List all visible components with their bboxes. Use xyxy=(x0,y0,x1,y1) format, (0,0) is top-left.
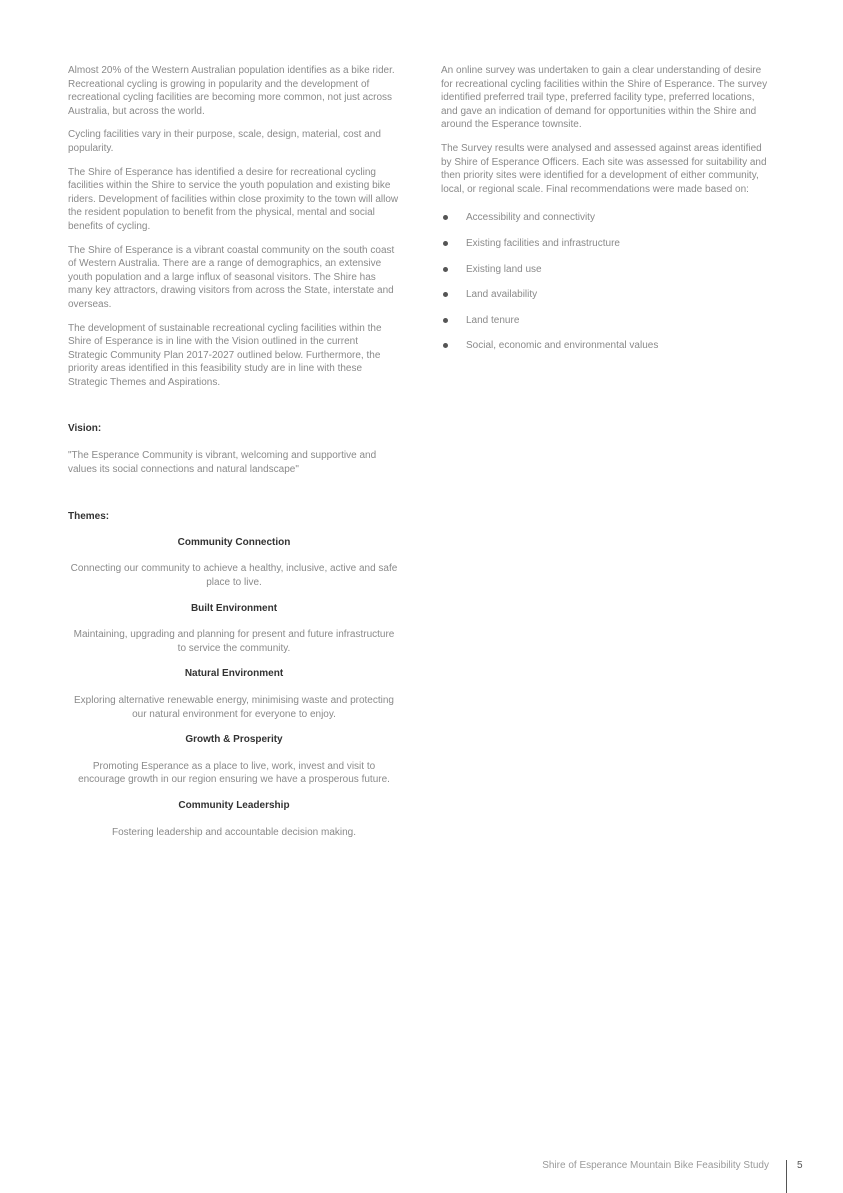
theme-description: Fostering leadership and accountable decision making. xyxy=(111,826,357,838)
bullet-icon xyxy=(443,267,448,272)
theme-natural-environment xyxy=(68,667,400,721)
list-item xyxy=(441,263,773,277)
footer-title: Shire of Esperance Mountain Bike Feasibility Study xyxy=(542,1160,769,1171)
theme-community-connection xyxy=(68,536,400,590)
page-number: 5 xyxy=(797,1160,803,1171)
bullet-icon xyxy=(443,292,448,297)
bullet-icon xyxy=(443,215,448,220)
list-item-label: Existing land use xyxy=(466,263,542,275)
theme-growth-prosperity xyxy=(68,733,400,787)
theme-name: Built Environment xyxy=(190,602,278,614)
theme-name: Growth & Prosperity xyxy=(185,734,283,746)
vision-heading: Vision: xyxy=(68,423,102,435)
theme-community-leadership xyxy=(68,799,400,839)
left-column xyxy=(68,64,400,839)
theme-description: Promoting Esperance as a place to live, work, invest and visit to encourage growth in our region ensuring we have a prosperous future. xyxy=(78,760,390,786)
list-item xyxy=(441,211,773,225)
themes-heading: Themes: xyxy=(68,511,110,523)
list-item-label: Existing facilities and infrastructure xyxy=(466,237,620,249)
bullet-icon xyxy=(443,318,448,323)
vision-text: "The Esperance Community is vibrant, welcoming and supportive and values its social connections and natural landscape" xyxy=(68,450,377,475)
survey-results-paragraph: The Survey results were analysed and assessed against areas identified by Shire of Esperance Officers. Each site was assessed for suitability and then priority sites were identified for a development of either community, local, or regional scale. Final recommendations were made based on: xyxy=(441,142,767,195)
theme-name: Community Connection xyxy=(177,536,291,548)
bullet-icon xyxy=(443,343,448,348)
intro-paragraph: Almost 20% of the Western Australian population identifies as a bike rider. Recreational cycling is growing in popularity and the development of recreational cycling facilities are becoming more common, not just across Australia, but across the world. xyxy=(68,65,395,117)
list-item-label: Land tenure xyxy=(466,314,520,326)
list-item-label: Social, economic and environmental values xyxy=(466,340,659,352)
survey-paragraph: An online survey was undertaken to gain a clear understanding of desire for recreational cycling facilities within the Shire of Esperance. The survey identified preferred trail type, preferred facility type, preferred locations, and gave an indication of demand for opportunities within the Shire and around the Esperance townsite. xyxy=(441,65,768,131)
shire-desire-paragraph: The Shire of Esperance has identified a desire for recreational cycling facilities within the Shire to service the youth population and existing bike riders. Development of facilities within close proximity to the town will allow the resident population to benefit from the physical, mental and social benefits of cycling. xyxy=(68,166,399,232)
right-column xyxy=(441,64,773,365)
list-item xyxy=(441,339,773,353)
theme-name: Community Leadership xyxy=(178,799,290,811)
strategic-plan-paragraph: The development of sustainable recreational cycling facilities within the Shire of Esperance is in line with the Vision outlined in the current Strategic Community Plan 2017-2027 outlined below. Furthermore, the priority areas identified in this feasibility study are in line with these Strategic Themes and Aspirations. xyxy=(68,322,382,388)
criteria-list xyxy=(441,211,773,353)
theme-description: Connecting our community to achieve a healthy, inclusive, active and safe place to live. xyxy=(70,563,398,589)
footer-divider xyxy=(786,1160,787,1193)
shire-description-paragraph: The Shire of Esperance is a vibrant coastal community on the south coast of Western Australia. There are a range of demographics, an extensive youth population and a large influx of seasonal visitors. The Shire has many key attractors, drawing visitors from across the State, interstate and overseas. xyxy=(68,244,395,310)
list-item xyxy=(441,314,773,328)
list-item-label: Accessibility and connectivity xyxy=(466,212,595,224)
bullet-icon xyxy=(443,241,448,246)
list-item xyxy=(441,237,773,251)
theme-name: Natural Environment xyxy=(184,668,284,680)
list-item-label: Land availability xyxy=(466,289,538,301)
theme-description: Maintaining, upgrading and planning for present and future infrastructure to service the community. xyxy=(73,629,395,654)
theme-description: Exploring alternative renewable energy, minimising waste and protecting our natural environment for everyone to enjoy. xyxy=(74,695,394,720)
list-item xyxy=(441,288,773,302)
theme-built-environment xyxy=(68,602,400,656)
facilities-paragraph: Cycling facilities vary in their purpose, scale, design, material, cost and popularity. xyxy=(68,129,381,154)
